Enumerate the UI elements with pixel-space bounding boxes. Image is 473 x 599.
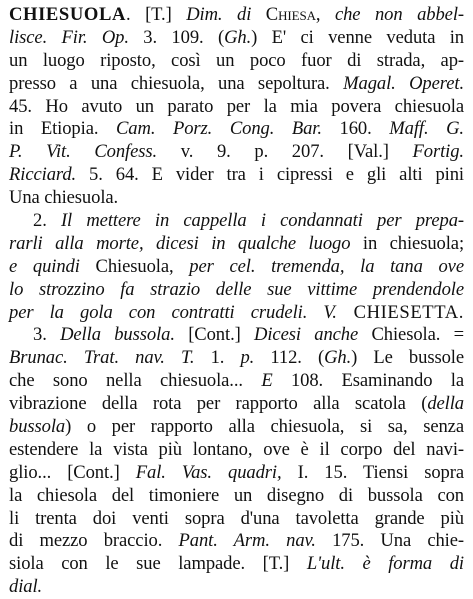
text-run: per la gola con contratti crudeli. V. [9, 301, 337, 323]
text-line [9, 141, 464, 164]
text-run: lisce. Fir. Op. [9, 26, 129, 48]
text-line [9, 210, 464, 233]
text-run: estendere la vista più lontano, ove è il corpo del navi- [9, 438, 464, 460]
text-run: e quindi [9, 255, 80, 277]
text-run: Chiesuola, [79, 255, 190, 277]
text-run: vibrazione della rota per rapporto alla scatola ( [9, 393, 428, 415]
text-run: Cam. Porz. Cong. Bar. [116, 118, 322, 140]
text-run: 1. [194, 347, 241, 369]
text-run: [Cont.] [174, 324, 255, 346]
text-run: 3. 109. ( [128, 26, 225, 48]
text-run: v. 9. p. 207. [Val.] [157, 141, 413, 163]
text-run: Della bussola. [60, 324, 175, 346]
text-line [9, 347, 464, 370]
text-run: Gh. [324, 347, 352, 369]
text-run: della [427, 393, 464, 415]
text-run: glio... [Cont.] [9, 461, 136, 483]
text-line [9, 324, 464, 347]
text-run: P. Vit. Confess. [9, 141, 158, 163]
text-run: ) E' ci venne veduta in [251, 26, 465, 48]
text-run: siola con le sue lampade. [T.] [9, 553, 307, 575]
text-line [9, 118, 464, 141]
text-line [9, 530, 464, 553]
text-run: Fal. Vas. quadri, [135, 461, 282, 483]
text-line [9, 370, 464, 393]
text-run: Brunac. Trat. nav. T. [9, 347, 195, 369]
text-run: p. [240, 347, 255, 369]
text-run: di mezzo braccio. [9, 530, 179, 552]
text-run: 112. ( [254, 347, 325, 369]
text-run: Dicesi anche [254, 324, 359, 346]
text-run: L'ult. è forma di [306, 553, 464, 575]
text-line [9, 485, 464, 508]
text-run: un luogo riposto, così un poco fuor di strada, ap- [9, 49, 464, 71]
text-run: per cel. tremenda, la tana ove [189, 255, 464, 277]
text-run: Magal. Operet. [343, 72, 464, 94]
text-run: presso a una chiesuola, una sepoltura. [9, 72, 344, 94]
text-run: bussola [9, 416, 66, 438]
text-run: che sono nella chiesuola... [9, 370, 262, 392]
text-run: Pant. Arm. nav. [178, 530, 316, 552]
text-run: Dim. di [186, 4, 266, 25]
text-line [9, 73, 464, 96]
text-run: E [261, 370, 273, 392]
text-run: 160. [321, 118, 390, 140]
text-line [9, 553, 464, 576]
text-line [9, 96, 464, 119]
text-line [9, 462, 464, 485]
text-run: Chiesa [265, 4, 316, 25]
text-line [9, 233, 464, 256]
text-run: CHIESUOLA [9, 4, 126, 25]
text-line [9, 4, 464, 27]
text-run: 45. Ho avuto un parato per la mia povera chiesuola [9, 95, 464, 117]
text-run: Il mettere in cappella i condannati per prepa- [60, 210, 464, 232]
text-run: I. 15. Tiensi sopra [281, 461, 464, 483]
text-run: Chiesola. = [358, 324, 464, 346]
text-run: la chiesola del timoniere un disegno di bussola con [9, 484, 464, 506]
text-run: CHIESETTA. [336, 301, 464, 323]
text-run: 3. [33, 324, 61, 346]
text-line [9, 187, 464, 210]
text-line [9, 27, 464, 50]
text-run: lo strozzino fa strazio delle sue vittime prendendole [9, 278, 464, 300]
text-run: Gh. [224, 26, 252, 48]
text-line [9, 302, 464, 325]
text-line [9, 508, 464, 531]
text-run: 175. Una chie- [315, 530, 464, 552]
text-line [9, 416, 464, 439]
text-run: Ricciard. [9, 164, 77, 186]
text-run: 108. Esaminando la [272, 370, 464, 392]
text-run: Fortig. [412, 141, 464, 163]
text-run: ) Le bussole [351, 347, 465, 369]
text-line [9, 279, 464, 302]
text-line [9, 50, 464, 73]
text-run: Maff. G. [389, 118, 464, 140]
text-line [9, 576, 464, 599]
text-line [9, 393, 464, 416]
text-run: che non abbel- [334, 4, 464, 25]
text-run: in Etiopia. [9, 118, 116, 140]
text-run: rarli alla morte, dicesi in qualche luogo [9, 232, 351, 254]
text-line [9, 256, 464, 279]
text-run: , [315, 4, 335, 25]
text-run: Una chiesuola. [9, 187, 119, 209]
text-line [9, 164, 464, 187]
text-run: 5. 64. E vider tra i cipressi e gli alti pini [76, 164, 464, 186]
text-run: dial. [9, 576, 43, 598]
text-run: 2. [33, 210, 61, 232]
text-run: ) o per rapporto alla chiesuola, si sa, senza [65, 416, 464, 438]
text-line [9, 439, 464, 462]
text-run: in chiesuola; [350, 232, 465, 254]
text-run: li trenta doi venti sopra d'una tavoletta grande più [9, 507, 464, 529]
text-run: . [T.] [126, 4, 187, 25]
